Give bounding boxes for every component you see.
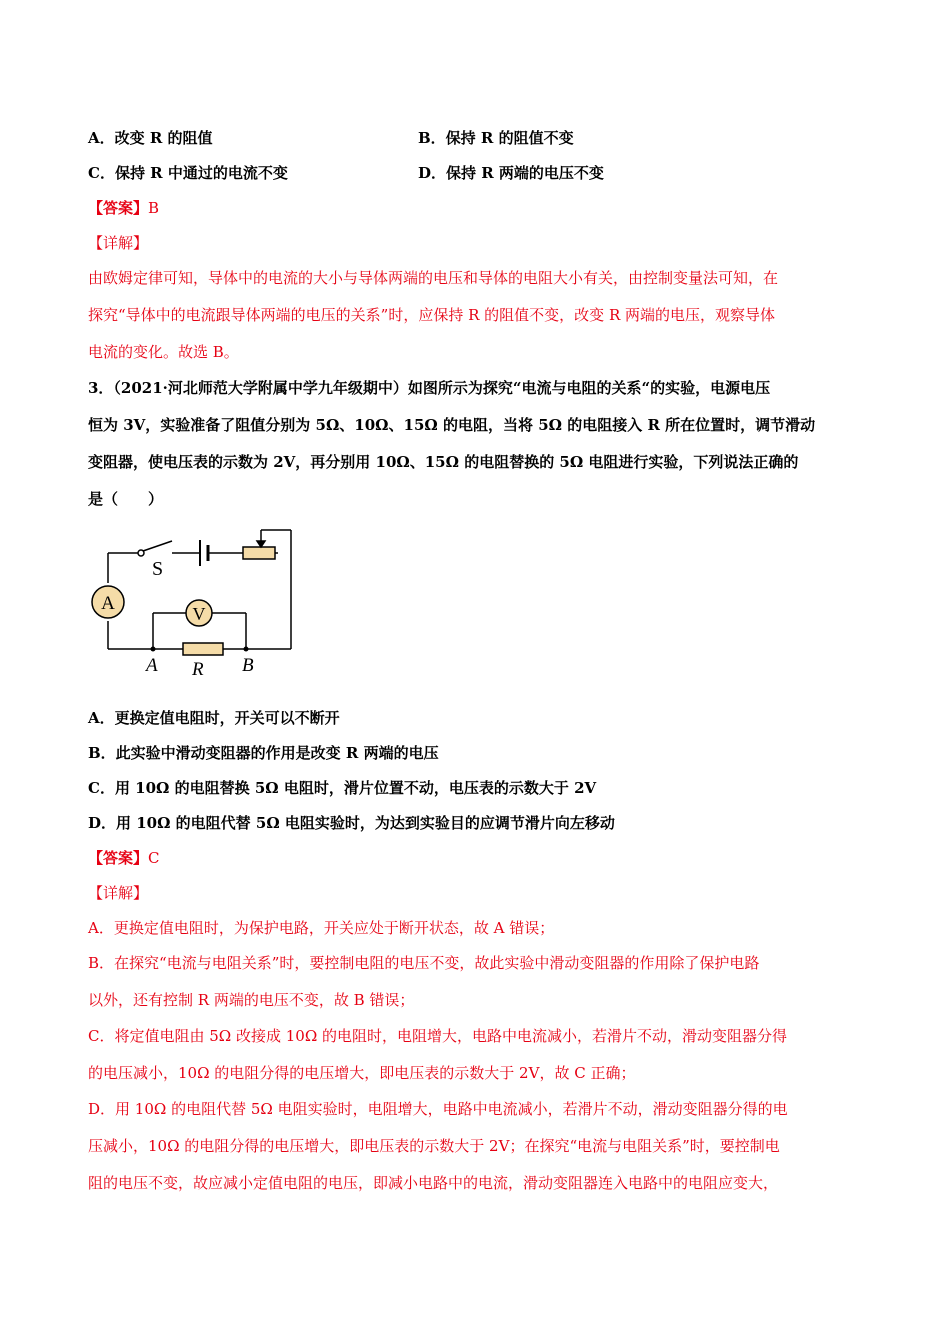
q3-option-c: C．用 10Ω 的电阻替换 5Ω 电阻时，滑片位置不动，电压表的示数大于 2V (88, 779, 597, 797)
q3-detail-d-line3: 阻的电压不变，故应减小定值电阻的电压，即减小电路中的电流，滑动变阻器连入电路中的电阻应变大， (88, 1174, 779, 1192)
q2-option-b: B．保持 R 的阻值不变 (418, 129, 574, 147)
q2-option-a: A．改变 R 的阻值 (88, 129, 213, 147)
voltmeter-label: V (192, 604, 206, 624)
q2-option-d: D．保持 R 两端的电压不变 (418, 164, 604, 182)
q3-detail-d-line1: D．用 10Ω 的电阻代替 5Ω 电阻实验时，电阻增大，电路中电流减小，若滑片不动，滑动变阻器分得的电 (88, 1100, 788, 1118)
answer-value: C (148, 849, 160, 867)
q3-stem-line3: 变阻器，使电压表的示数为 2V，再分别用 10Ω、15Ω 的电阻替换的 5Ω 电阻进行实验，下列说法正确的 (88, 453, 799, 471)
q2-detail-label: 【详解】 (88, 234, 149, 252)
resistor-r (183, 643, 223, 655)
q2-detail-line2: 探究“导体中的电流跟导体两端的电压的关系”时，应保持 R 的阻值不变，改变 R 两端的电压，观察导体 (88, 306, 776, 324)
q3-detail-b-line1: B．在探究“电流与电阻关系”时，要控制电阻的电压不变，故此实验中滑动变阻器的作用除了保护电路 (88, 954, 760, 972)
q3-detail-a: A．更换定值电阻时，为保护电路，开关应处于断开状态，故 A 错误； (88, 919, 555, 937)
ammeter-label: A (101, 593, 115, 614)
answer-value: B (148, 199, 160, 217)
slider-arrow (257, 541, 265, 547)
answer-label: 【答案】 (88, 849, 149, 867)
q2-option-c: C．保持 R 中通过的电流不变 (88, 164, 288, 182)
q3-detail-label: 【详解】 (88, 884, 149, 902)
node-a-dot (151, 647, 156, 652)
q3-stem-line4: 是（ ） (88, 490, 164, 508)
q3-detail-c-line1: C．将定值电阻由 5Ω 改接成 10Ω 的电阻时，电阻增大，电路中电流减小，若滑片不动，滑动变阻器分得 (88, 1027, 788, 1045)
q3-option-d: D．用 10Ω 的电阻代替 5Ω 电阻实验时，为达到实验目的应调节滑片向左移动 (88, 814, 615, 832)
switch-blade (143, 541, 172, 551)
q3-stem-line1: 3．（2021·河北师范大学附属中学九年级期中）如图所示为探究“电流与电阻的关系“的实验，电源电压 (88, 379, 771, 397)
node-a-label: A (146, 655, 158, 676)
rheostat-body (243, 547, 275, 559)
q3-detail-c-line2: 的电压减小，10Ω 的电阻分得的电压增大，即电压表的示数大于 2V，故 C 正确； (88, 1064, 636, 1082)
node-b-dot (244, 647, 249, 652)
node-b-label: B (242, 655, 254, 676)
answer-label: 【答案】 (88, 199, 149, 217)
q3-stem-line2: 恒为 3V，实验准备了阻值分别为 5Ω、10Ω、15Ω 的电阻，当将 5Ω 的电阻接入 R 所在位置时，调节滑动 (88, 416, 816, 434)
q2-detail-line3: 电流的变化。故选 B。 (88, 343, 239, 361)
q3-detail-b-line2: 以外，还有控制 R 两端的电压不变，故 B 错误； (88, 991, 415, 1009)
q2-detail-line1: 由欧姆定律可知，导体中的电流的大小与导体两端的电压和导体的电阻大小有关，由控制变量法可知，在 (88, 269, 779, 287)
q3-answer (88, 847, 160, 869)
switch-label: S (152, 558, 164, 580)
q3-option-b: B．此实验中滑动变阻器的作用是改变 R 两端的电压 (88, 744, 439, 762)
circuit-diagram (88, 520, 308, 685)
q3-option-a: A．更换定值电阻时，开关可以不断开 (88, 709, 340, 727)
q3-detail-d-line2: 压减小，10Ω 的电阻分得的电压增大，即电压表的示数大于 2V；在探究“电流与电阻关系”时，要控制电 (88, 1137, 780, 1155)
q2-answer (88, 197, 159, 219)
resistor-label: R (192, 659, 204, 680)
